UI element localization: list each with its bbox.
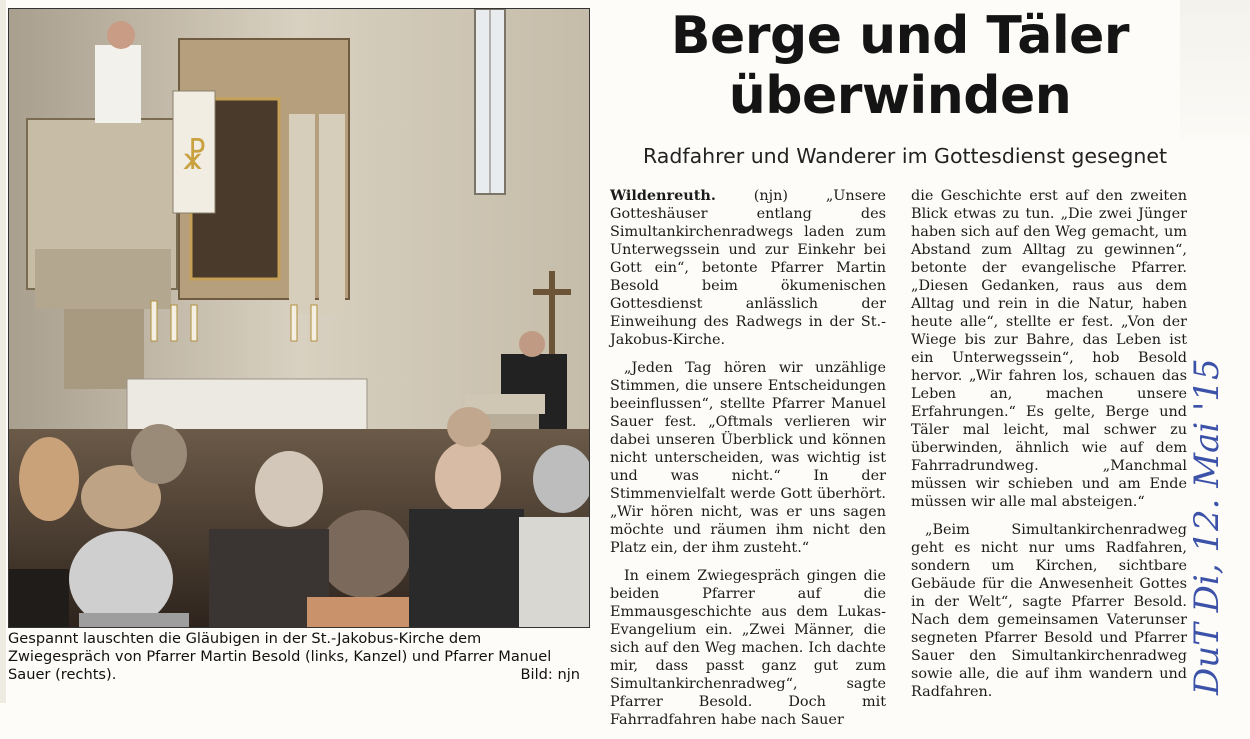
paragraph-1-text: (njn) „Unsere Gotteshäuser entlang des Simultankirchenradwegs laden zum Unterwegssein und zur Einkehr bei Gott ein“, betonte Pfarrer Martin Besold beim ökumenischen Gottesdienst anlässlich der Einweihung des Radwegs in der St.-Jakobus-Kirche. (610, 188, 886, 348)
paragraph-4: die Geschichte erst auf den zweiten Blick etwas zu tun. „Die zwei Jünger haben sich auf den Weg gemacht, um Abstand zum Alltag zu gewinnen“, betonte der evangelische Pfarrer. „Diesen Gedanken, raus aus dem Alltag und rein in die Natur, haben heute alle“, stellte er fest. „Von der Wiege bis zur Bahre, das Leben ist ein Unterwegssein“, hob Besold hervor. „Wir fahren los, schauen das Leben an, machen unsere Erfahrungen.“ Es gelte, Berge und Täler mal leicht, mal schwer zu überwinden, ähnlich wie auf dem Fahrradrundweg. „Manchmal müssen wir schieben und am Ende müssen wir alle mal absteigen.“ (911, 188, 1187, 510)
article-subheadline: Radfahrer und Wanderer im Gottesdienst gesegnet (643, 144, 1167, 168)
dateline: Wildenreuth. (610, 187, 716, 204)
adjacent-article-edge (0, 0, 6, 703)
church-photo (8, 8, 590, 628)
handwritten-text: DuT Di, 12. Mai '15 (1187, 358, 1227, 695)
church-interior-illustration (9, 9, 589, 627)
article-headline (600, 6, 1200, 126)
photo-caption (8, 630, 584, 684)
handwritten-date-note (1172, 358, 1242, 700)
article-column-1 (610, 187, 886, 739)
headline-line-1: Berge und Täler (670, 6, 1130, 66)
svg-text:☧: ☧ (180, 138, 208, 178)
paragraph-5: „Beim Simultankirchenradweg geht es nicht nur ums Radfahren, sondern um Kirchen, sichtbare Gebäude für die Anwesenheit Gottes in der Welt“, sagte Pfarrer Besold. Nach dem gemeinsamen Vaterunser segneten Pfarrer Besold und Pfarrer Sauer den Simultankirchenradweg sowie alle, die auf ihm wandern und Radfahren. (911, 522, 1187, 700)
paragraph-3: In einem Zwiegespräch gingen die beiden Pfarrer auf die Emmausgeschichte aus dem Lukas-Evangelium ein. „Zwei Männer, die sich auf den Weg machen. Ich dachte mir, dass passt ganz gut zum Simultankirchenradweg“, sagte Pfarrer Besold. Doch mit Fahrradfahren habe nach Sauer (610, 568, 886, 728)
paragraph-1 (610, 187, 886, 349)
paragraph-2: „Jeden Tag hören wir unzählige Stimmen, die unsere Entscheidungen beeinflussen“, stellte Pfarrer Manuel Sauer fest. „Oftmals verlieren wir dabei unseren Überblick und können nicht unterscheiden, was wichtig ist und was nicht.“ In der Stimmenvielfalt werde Gott überhört. „Wir hören nicht, was er uns sagen möchte und räumen ihm nicht den Platz ein, der ihm zusteht.“ (610, 360, 886, 556)
caption-text: Gespannt lauschten die Gläubigen in der St.-Jakobus-Kirche dem Zwiegespräch von Pfarrer Martin Besold (links, Kanzel) und Pfarrer Manuel Sauer (rechts). (8, 630, 552, 683)
photo-credit: Bild: njn (520, 666, 580, 683)
headline-line-2: überwinden (728, 66, 1072, 126)
article-column-2 (911, 187, 1187, 711)
